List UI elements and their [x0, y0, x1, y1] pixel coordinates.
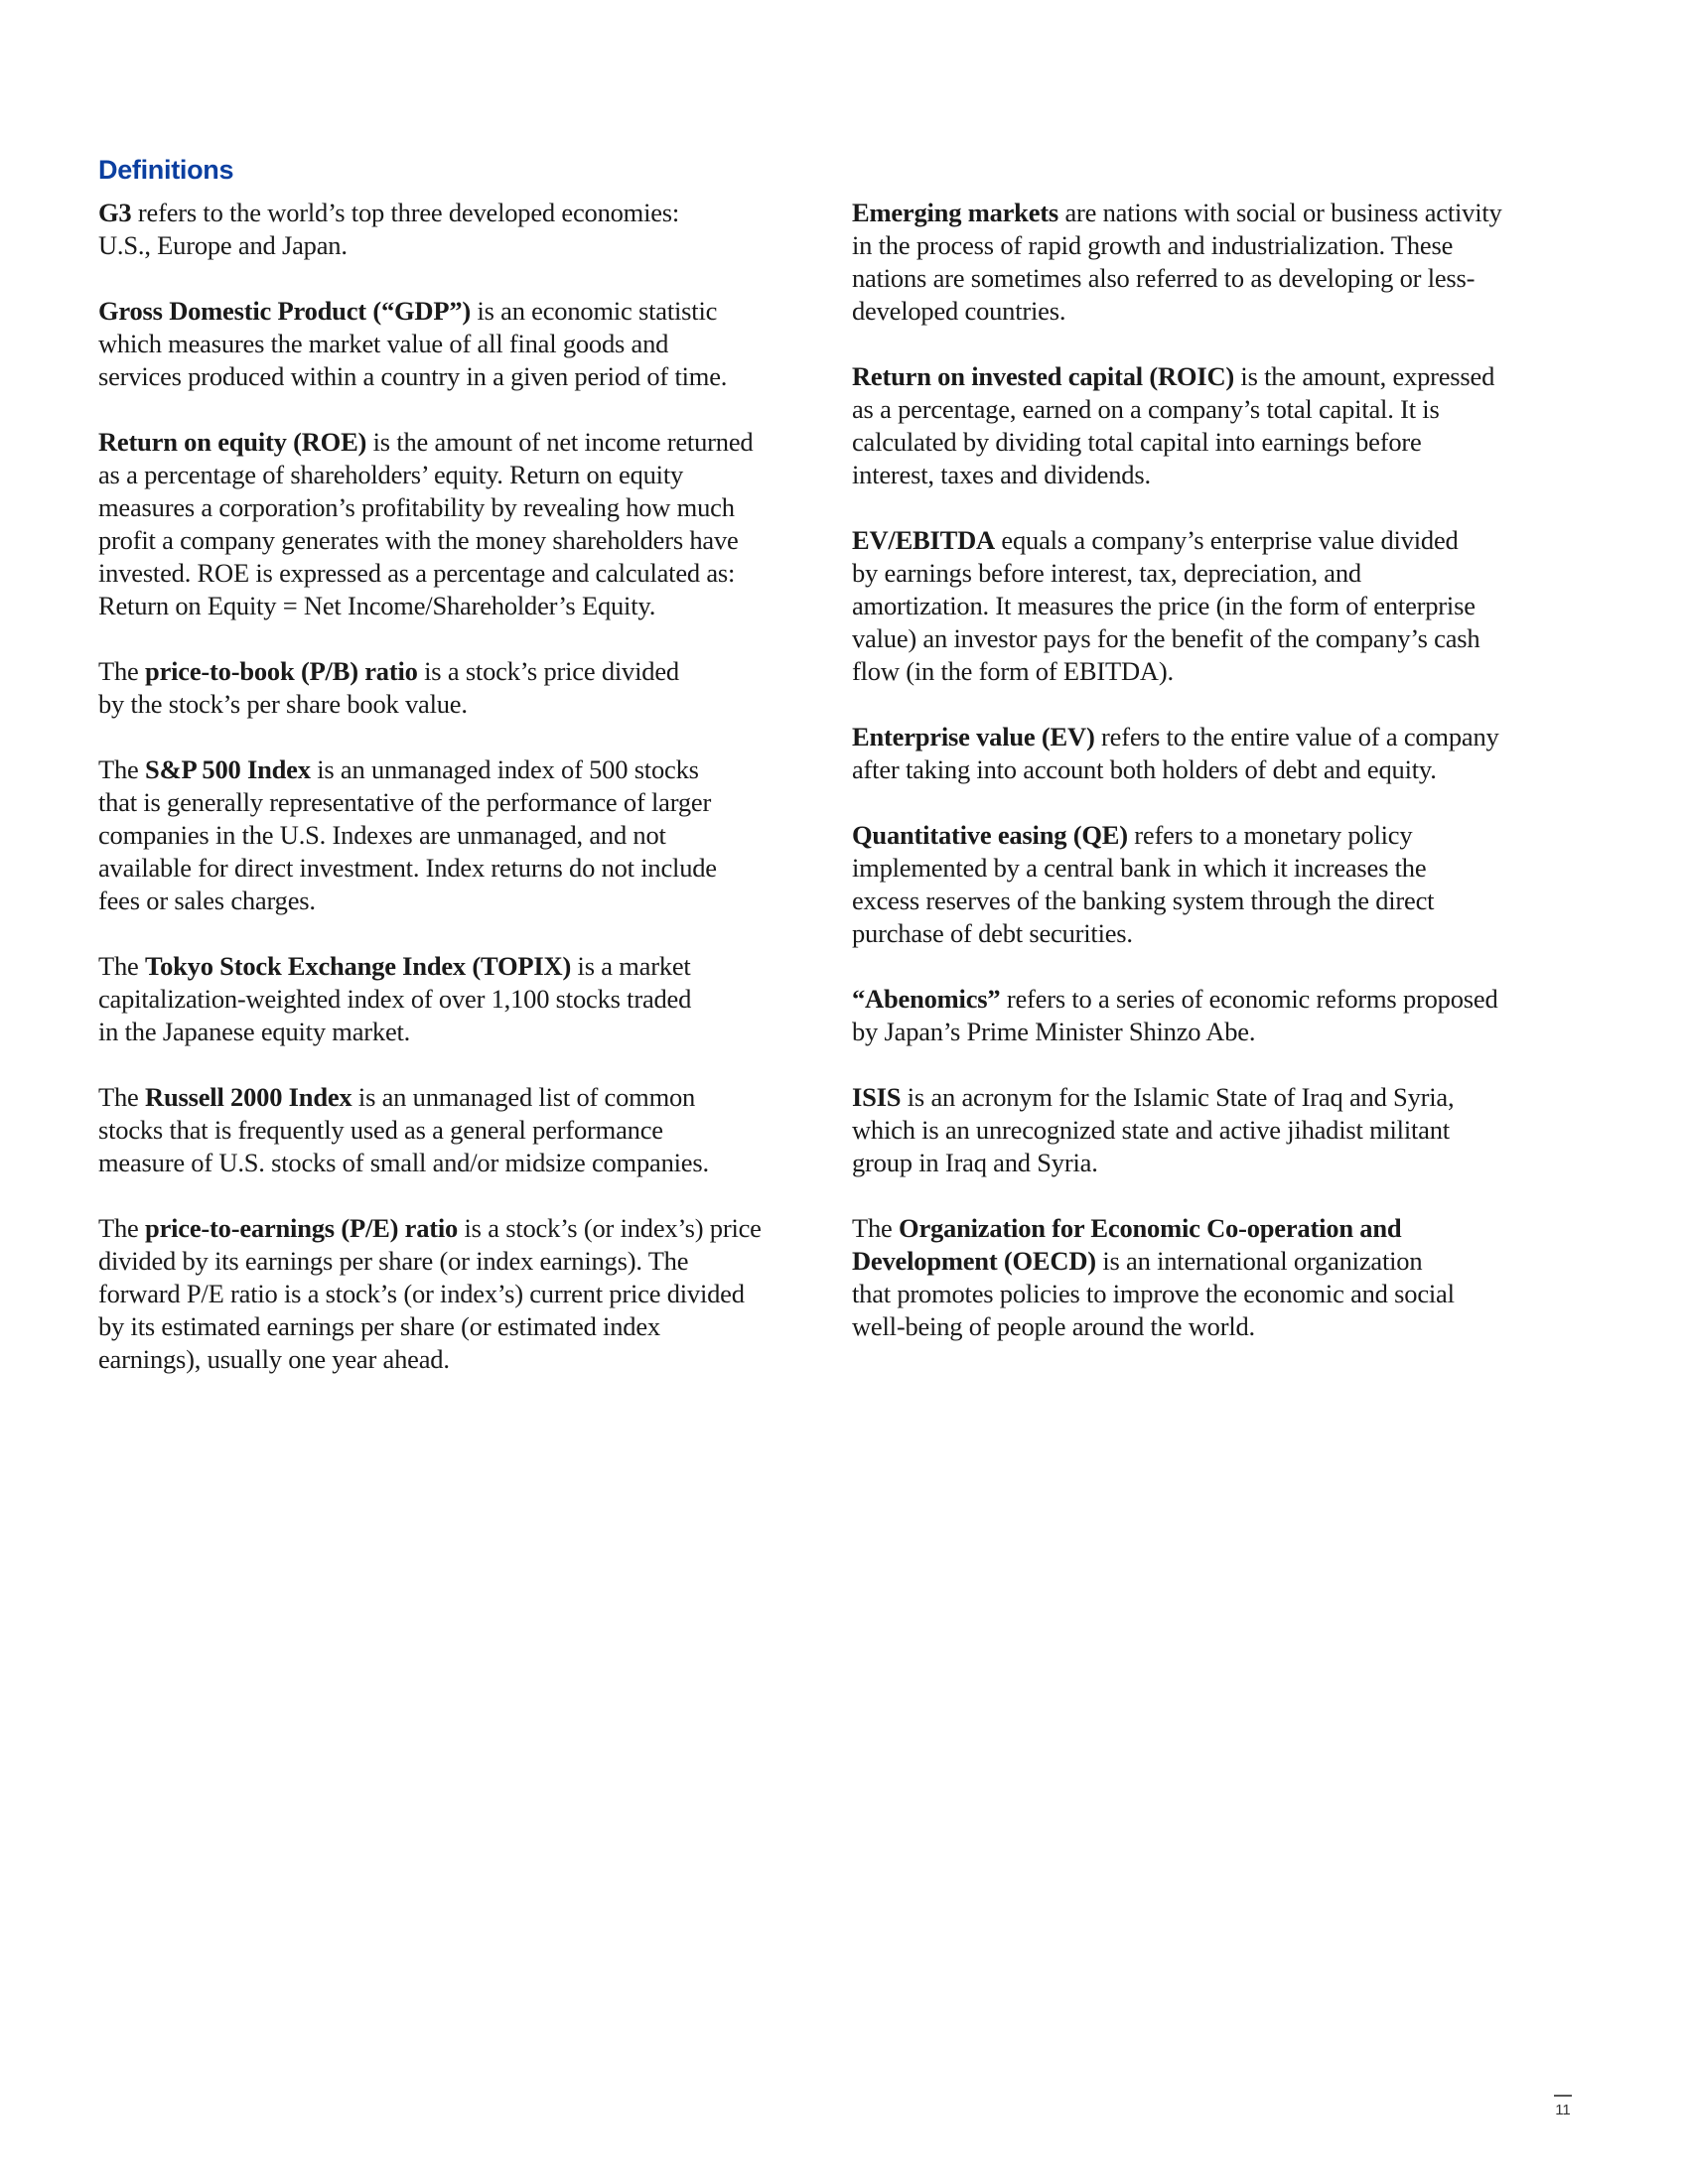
definition-entry [98, 753, 833, 917]
definition-text: is an acronym for the Islamic State of Iraq and Syria, which is an unrecognized state and active jihadist militant group in Iraq and Syria. [852, 1082, 1455, 1177]
definition-prefix: The [852, 1213, 900, 1243]
definition-entry [98, 950, 833, 1048]
definition-text: is an unmanaged list of common stocks that is frequently used as a general performance measure of U.S. stocks of small and/or midsize companies. [98, 1082, 709, 1177]
page-number-text: 11 [1555, 2102, 1571, 2118]
definition-term: G3 [98, 198, 132, 227]
definition-text: is an unmanaged index of 500 stocks that is generally representative of the performance of larger companies in the U.S. Indexes are unmanaged, and not available for direct investment. Index returns do not include fees or sales charges. [98, 754, 717, 915]
definition-prefix: The [98, 951, 146, 981]
definition-entry [852, 983, 1587, 1048]
definition-term: Gross Domestic Product (“GDP”) [98, 296, 472, 326]
page-number-rule [1554, 2095, 1572, 2097]
definition-term: S&P 500 Index [145, 754, 311, 784]
definition-term: Return on invested capital (ROIC) [852, 361, 1234, 391]
definition-prefix: The [98, 754, 146, 784]
definition-text: refers to a series of economic reforms proposed by Japan’s Prime Minister Shinzo Abe. [852, 984, 1498, 1046]
definition-term: price-to-book (P/B) ratio [145, 656, 418, 686]
section-title: Definitions [98, 155, 234, 185]
definition-entry [852, 197, 1587, 328]
definition-term: Emerging markets [852, 198, 1059, 227]
definition-text: is an international organization that promotes policies to improve the economic and social well-being of people around the world. [852, 1246, 1455, 1341]
definition-term: “Abenomics” [852, 984, 1001, 1014]
definition-text: are nations with social or business activity in the process of rapid growth and industrialization. These nations are sometimes also referred to as developing or less- developed countries. [852, 198, 1502, 326]
definition-text: is a market capitalization-weighted index of over 1,100 stocks traded in the Japanese equity market. [98, 951, 692, 1046]
definition-entry [98, 295, 833, 393]
definition-term: Tokyo Stock Exchange Index (TOPIX) [145, 951, 572, 981]
definition-prefix: The [98, 1082, 146, 1112]
definition-entry [98, 197, 833, 262]
definition-entry [852, 1081, 1587, 1179]
definition-text: is the amount, expressed as a percentage, earned on a company’s total capital. It is calculated by dividing total capital into earnings before interest, taxes and dividends. [852, 361, 1495, 489]
definition-term: Return on equity (ROE) [98, 427, 367, 457]
definition-entry [98, 1081, 833, 1179]
definition-text: is the amount of net income returned as a percentage of shareholders’ equity. Return on equity measures a corporation’s profitability by revealing how much profit a company generates with the money shareholders have invested. ROE is expressed as a percentage and calculated as: Return on Equity = Net Income/Shareholder’s Equity. [98, 427, 754, 620]
definition-entry [852, 1212, 1587, 1343]
definition-entry [98, 426, 833, 622]
definition-term: Enterprise value (EV) [852, 722, 1095, 751]
definition-text: refers to the world’s top three developed economies: U.S., Europe and Japan. [98, 198, 680, 260]
definition-entry [852, 524, 1587, 688]
definition-term: Russell 2000 Index [145, 1082, 352, 1112]
definition-entry [852, 360, 1587, 491]
definition-entry [98, 655, 833, 721]
definition-text: is an economic statistic which measures the market value of all final goods and services produced within a country in a given period of time. [98, 296, 728, 391]
page-number [1551, 2095, 1575, 2118]
definition-term: Quantitative easing (QE) [852, 820, 1128, 850]
definitions-left-column [98, 197, 833, 1409]
definition-entry [852, 819, 1587, 950]
definition-term: price-to-earnings (P/E) ratio [145, 1213, 459, 1243]
definition-prefix: The [98, 1213, 146, 1243]
definition-text: refers to the entire value of a company after taking into account both holders of debt and equity. [852, 722, 1499, 784]
definition-text: equals a company’s enterprise value divided by earnings before interest, tax, depreciation, and amortization. It measures the price (in the form of enterprise value) an investor pays for the benefit of the company’s cash flow (in the form of EBITDA). [852, 525, 1480, 686]
definition-term: Organization for Economic Co-operation and Development (OECD) [852, 1213, 1402, 1276]
definition-prefix: The [98, 656, 146, 686]
definitions-right-column [852, 197, 1587, 1376]
definition-term: EV/EBITDA [852, 525, 995, 555]
definition-term: ISIS [852, 1082, 902, 1112]
definition-text: is a stock’s (or index’s) price divided by its earnings per share (or index earnings). The forward P/E ratio is a stock’s (or index’s) current price divided by its estimated earnings per share (or estimated index earnings), usually one year ahead. [98, 1213, 762, 1374]
definition-entry [852, 721, 1587, 786]
definition-text: is a stock’s price divided by the stock’s per share book value. [98, 656, 679, 719]
definition-text: refers to a monetary policy implemented by a central bank in which it increases the excess reserves of the banking system through the direct purchase of debt securities. [852, 820, 1435, 948]
definition-entry [98, 1212, 833, 1376]
